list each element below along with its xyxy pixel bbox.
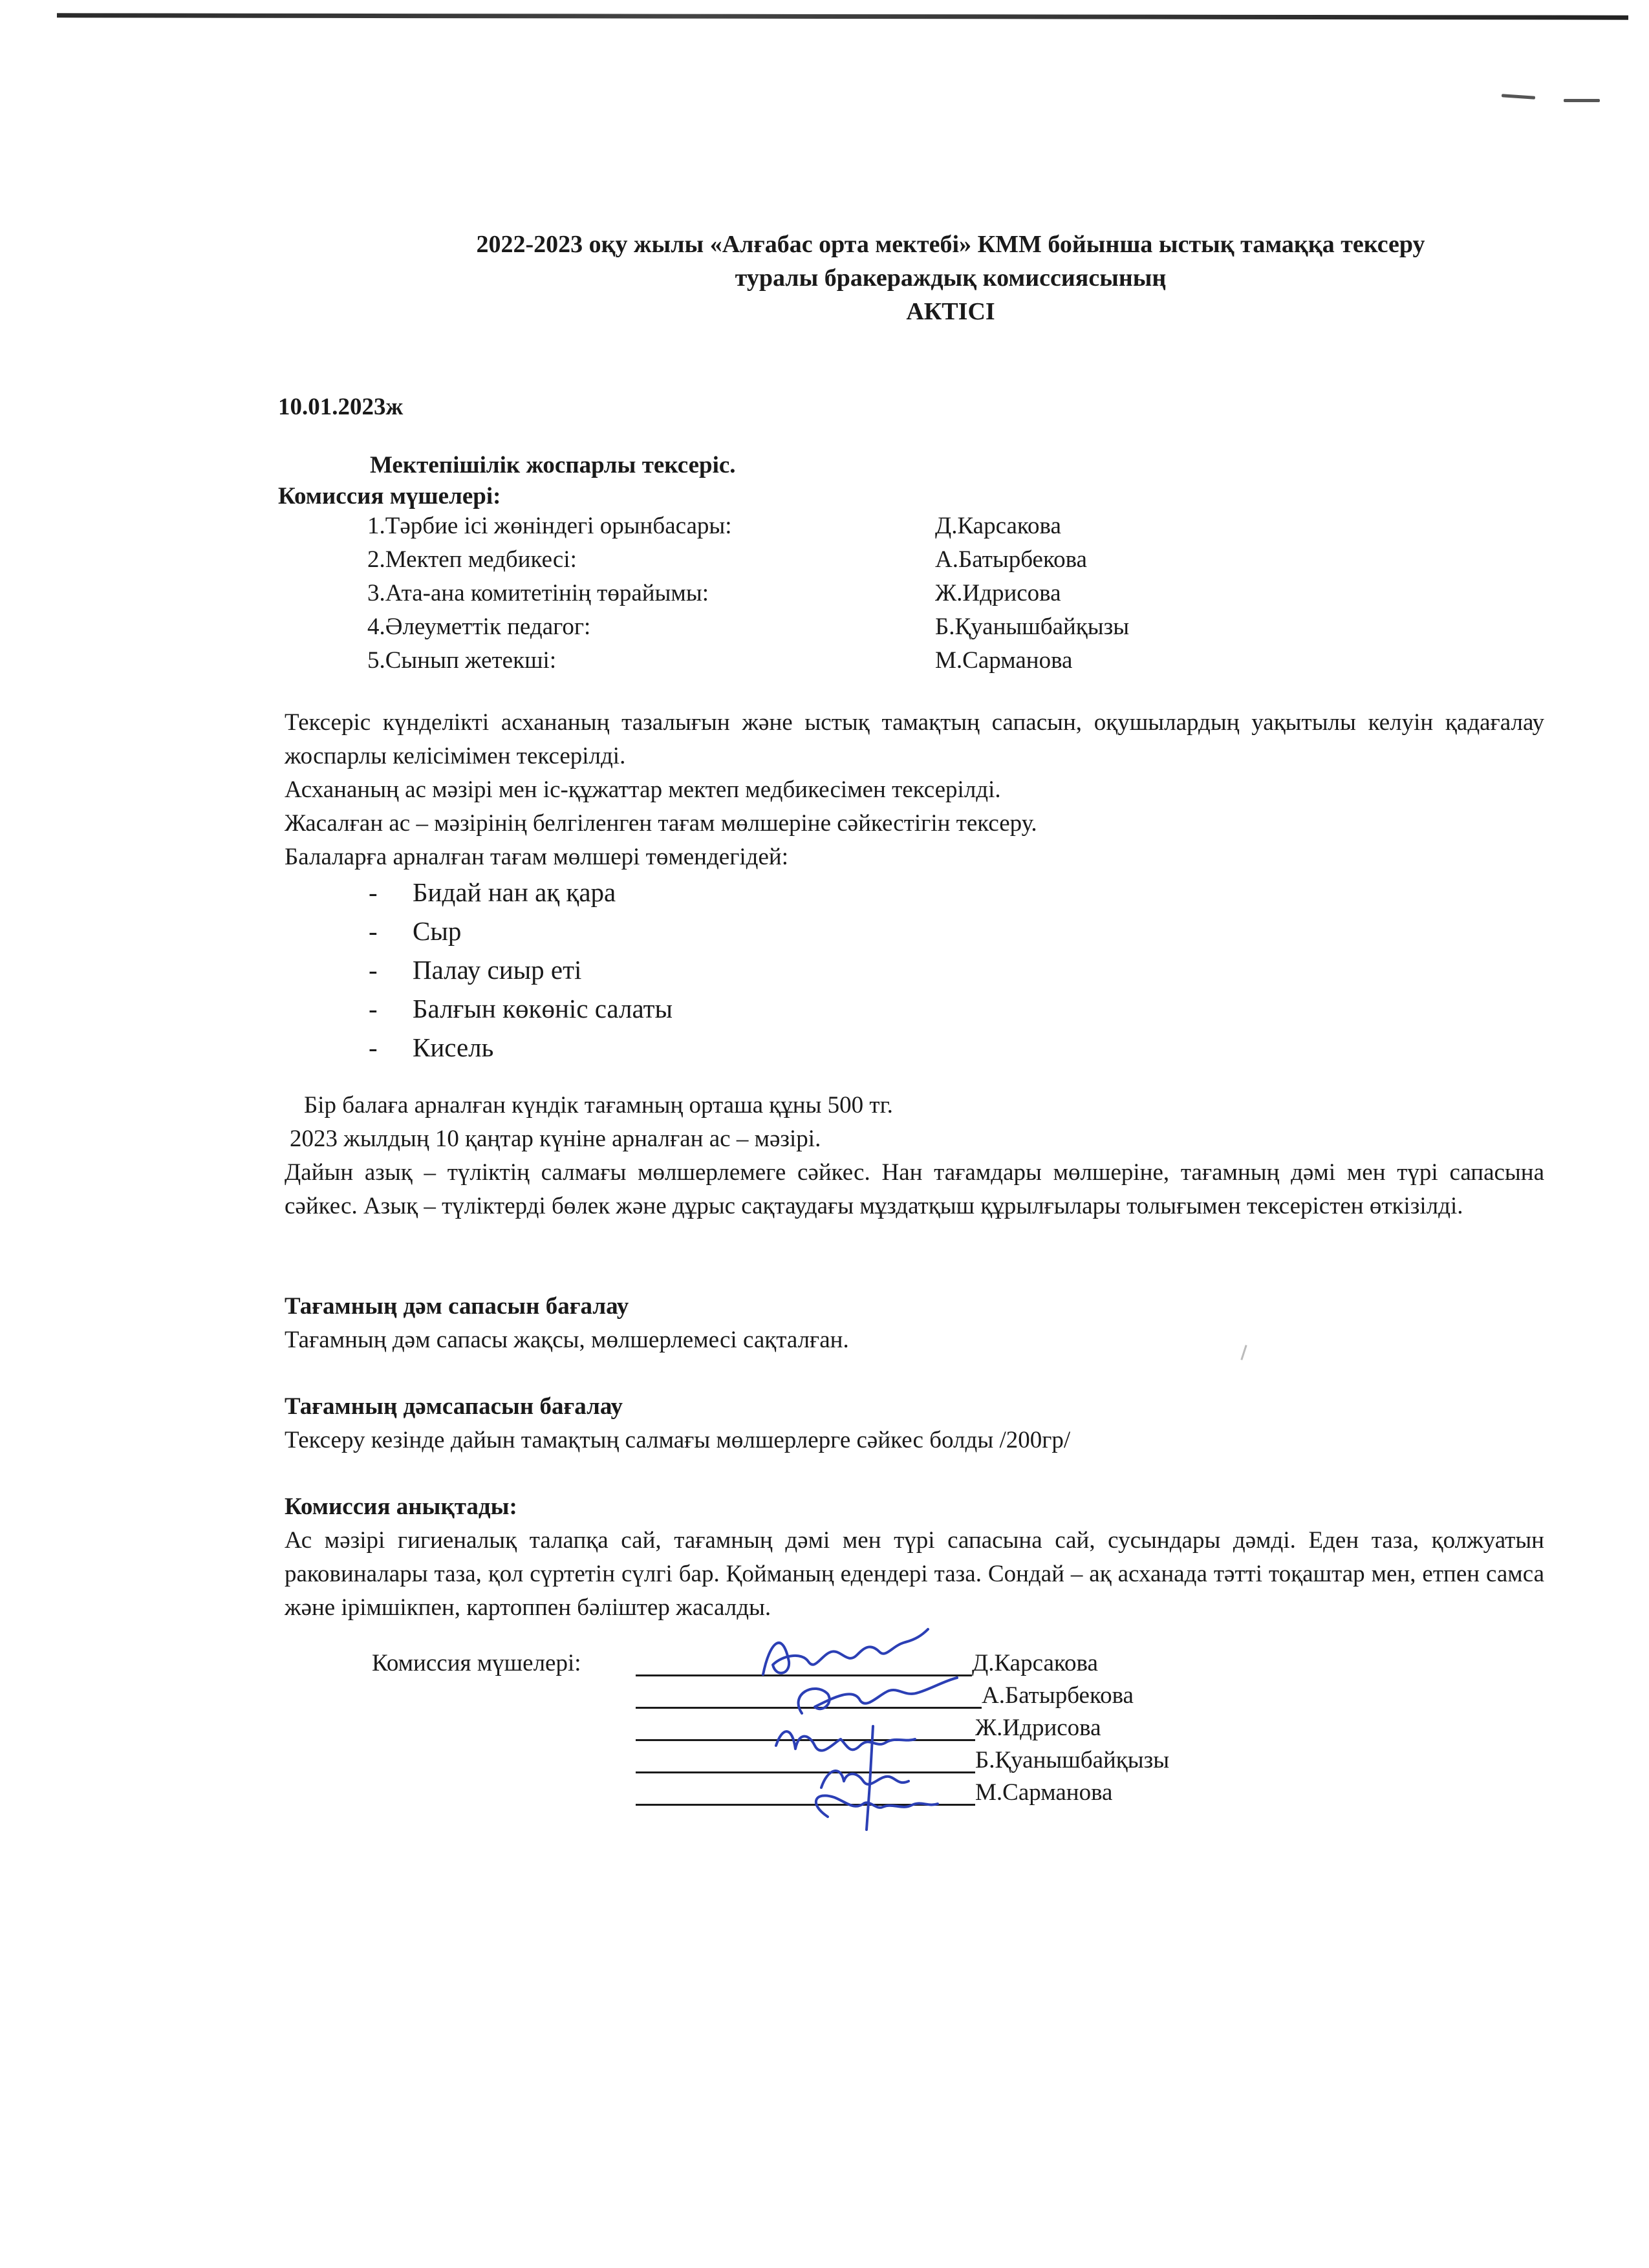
weight-heading: Тағамның дәмсапасын бағалау <box>285 1393 623 1420</box>
menu-item-label: Кисель <box>413 1032 494 1062</box>
intro-line-portions: Балаларға арналған тағам мөлшері төмендегідей: <box>285 844 788 870</box>
bullet-dash: - <box>369 955 378 985</box>
menu-item-label: Балғын көкөніс салаты <box>413 994 673 1023</box>
list-item <box>369 989 673 1028</box>
cost-line: Бір балаға арналған күндік тағамның орташа құны 500 тг. <box>304 1092 893 1118</box>
bullet-dash: - <box>369 916 378 946</box>
taste-text: Тағамның дәм сапасы жақсы, мөлшерлемесі сақталған. <box>285 1327 849 1353</box>
menu-item-label: Палау сиыр еті <box>413 955 582 985</box>
menu-list <box>369 873 673 1067</box>
intro-line-check: Жасалған ас – мәзірінің белгіленген тағам мөлшеріне сәйкестігін тексеру. <box>285 810 1037 837</box>
signature-label: Комиссия мүшелері: <box>372 1650 581 1676</box>
list-item <box>369 912 673 950</box>
title-line-3: АКТІСІ <box>906 298 995 325</box>
menu-date-line: 2023 жылдың 10 қаңтар күніне арналған ас – мәзірі. <box>290 1126 821 1152</box>
member-role: 5.Сынып жетекші: <box>367 647 557 674</box>
signature-name: М.Сарманова <box>975 1779 1113 1806</box>
signature-stroke-1 <box>763 1629 928 1674</box>
scan-speck <box>1240 1345 1247 1360</box>
signature-stroke-4 <box>821 1771 909 1788</box>
signature-name: Ж.Идрисова <box>975 1715 1101 1741</box>
commission-heading: Комиссия мүшелері: <box>278 483 501 509</box>
signature-name: Д.Карсакова <box>972 1650 1098 1676</box>
bullet-dash: - <box>369 877 378 907</box>
member-name: М.Сарманова <box>935 647 1073 674</box>
member-name: Б.Қуанышбайқызы <box>935 614 1130 640</box>
list-item <box>369 873 673 912</box>
weight-text: Тексеру кезінде дайын тамақтың салмағы мөлшерлерге сәйкес болды /200гр/ <box>285 1427 1071 1453</box>
signature-name: Б.Қуанышбайқызы <box>975 1747 1170 1773</box>
document-date: 10.01.2023ж <box>278 394 404 420</box>
signature-stroke-5 <box>816 1795 938 1817</box>
weight-paragraph: Дайын азық – түліктің салмағы мөлшерлемеге сәйкес. Нан тағамдары мөлшеріне, тағамның дәмі мен түрі сапасына сәйкес. Азық – түліктерді бөлек және дұрыс сақтаудағы мұздатқыш құрылғылары толығымен тексерістен өткізілді. <box>285 1159 1544 1219</box>
scan-mark <box>1502 94 1535 100</box>
member-role: 4.Әлеуметтік педагог: <box>367 614 591 640</box>
member-role: 2.Мектеп медбикесі: <box>367 546 577 573</box>
document-title <box>246 228 1649 328</box>
findings-paragraph: Ас мәзірі гигиеналық талапқа сай, тағамның дәмі мен түрі сапасына сай, сусындары дәмді. Еден таза, қолжуатын раковиналары таза, қол сүртетін сүлгі бар. Қойманың едендері таза. Сондай – ақ асханада тәтті тоқаштар мен, етпен самса және ірімшікпен, картоппен бәліштер жасалды. <box>285 1527 1544 1621</box>
scan-border-line <box>57 13 1628 19</box>
inspection-type: Мектепішілік жоспарлы тексеріс. <box>370 452 736 478</box>
list-item <box>369 1028 673 1067</box>
menu-item-label: Сыр <box>413 916 462 946</box>
bullet-dash: - <box>369 1032 378 1062</box>
intro-line-documents: Асхананың ас мәзірі мен іс-құжаттар мектеп медбикесімен тексерілді. <box>285 776 1001 803</box>
intro-paragraph: Тексеріс күнделікті асхананың тазалығын және ыстық тамақтың сапасын, оқушылардың уақытылы келуін қадағалау жоспарлы келісімімен тексерілді. <box>285 709 1544 769</box>
bullet-dash: - <box>369 994 378 1023</box>
handwritten-signatures <box>744 1616 964 1849</box>
taste-heading: Тағамның дәм сапасын бағалау <box>285 1293 629 1320</box>
member-name: А.Батырбекова <box>935 546 1087 573</box>
findings-heading: Комиссия анықтады: <box>285 1493 517 1520</box>
signature-stroke-2 <box>799 1678 957 1713</box>
title-line-2: туралы бракераждық комиссиясының <box>735 264 1167 292</box>
title-line-1: 2022-2023 оқу жылы «Алғабас орта мектебі» КММ бойынша ыстық тамаққа тексеру <box>476 231 1425 258</box>
signature-stroke-3 <box>776 1731 915 1751</box>
list-item <box>369 950 673 989</box>
menu-item-label: Бидай нан ақ қара <box>413 877 616 907</box>
member-role: 1.Тәрбие ісі жөніндегі орынбасары: <box>367 513 732 539</box>
scan-mark <box>1564 99 1600 102</box>
member-role: 3.Ата-ана комитетінің төрайымы: <box>367 580 709 606</box>
member-name: Ж.Идрисова <box>935 580 1061 606</box>
member-name: Д.Карсакова <box>935 513 1061 539</box>
signature-name: А.Батырбекова <box>982 1682 1134 1709</box>
